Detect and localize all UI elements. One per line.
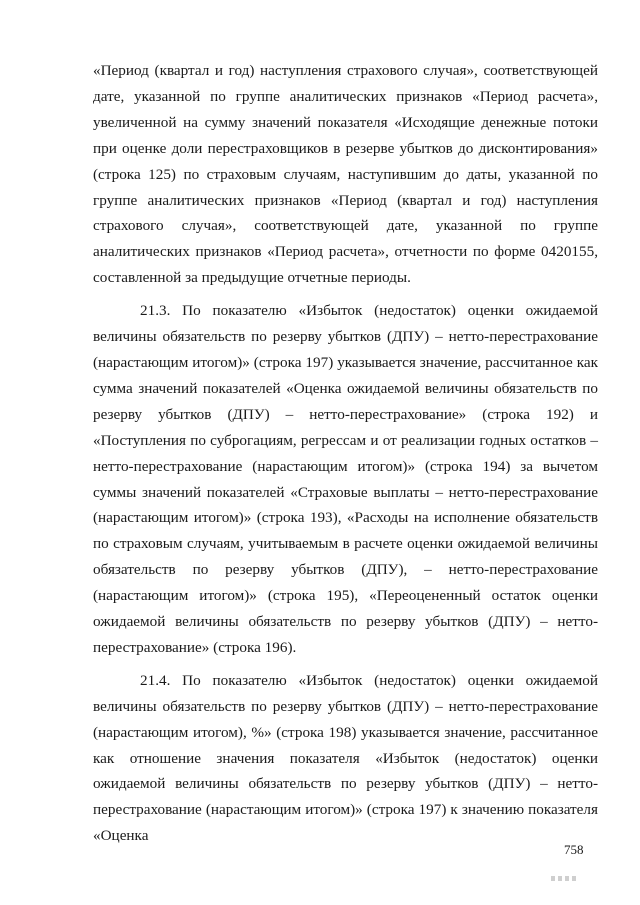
scan-artifact-mark — [551, 868, 581, 874]
paragraph-21-3: 21.3. По показателю «Избыток (недостаток) оценки ожидаемой величины обязательств по резерву убытков (ДПУ) – нетто-перестрахование (нарастающим итогом)» (строка 197) указывается значение, рассчитанное как сумма значений показателей «Оценка ожидаемой величины обязательств по резерву убытков (ДПУ) – нетто-перестрахование» (строка 192) и «Поступления по суброгациям, регрессам и от реализации годных остатков – нетто-перестрахование (нарастающим итогом)» (строка 194) за вычетом суммы значений показателей «Страховые выплаты – нетто-перестрахование (нарастающим итогом)» (строка 193), «Расходы на исполнение обязательств по страховым случаям, учитываемым в расчете оценки ожидаемой величины обязательств по резерву убытков (ДПУ), – нетто-перестрахование (нарастающим итогом)» (строка 195), «Переоцененный остаток оценки ожидаемой величины обязательств по резерву убытков (ДПУ) – нетто-перестрахование» (строка 196). — [93, 302, 598, 656]
document-body — [93, 58, 598, 856]
page-number: 758 — [564, 842, 584, 857]
paragraph-continuation: «Период (квартал и год) наступления страхового случая», соответствующей дате, указанной по группе аналитических признаков «Период расчета», увеличенной на сумму значений показателя «Исходящие денежные потоки при оценке доли перестраховщиков в резерве убытков до дисконтирования» (строка 125) по страховым случаям, наступившим до даты, указанной по группе аналитических признаков «Период (квартал и год) наступления страхового случая», соответствующей дате, указанной по группе аналитических признаков «Период расчета», отчетности по форме 0420155, составленной за предыдущие отчетные периоды. — [93, 62, 598, 287]
paragraph-21-4: 21.4. По показателю «Избыток (недостаток) оценки ожидаемой величины обязательств по резерву убытков (ДПУ) – нетто-перестрахование (нарастающим итогом), %» (строка 198) указывается значение, рассчитанное как отношение значения показателя «Избыток (недостаток) оценки ожидаемой величины обязательств по резерву убытков (ДПУ) – нетто-перестрахование (нарастающим итогом)» (строка 197) к значению показателя «Оценка — [93, 671, 598, 845]
